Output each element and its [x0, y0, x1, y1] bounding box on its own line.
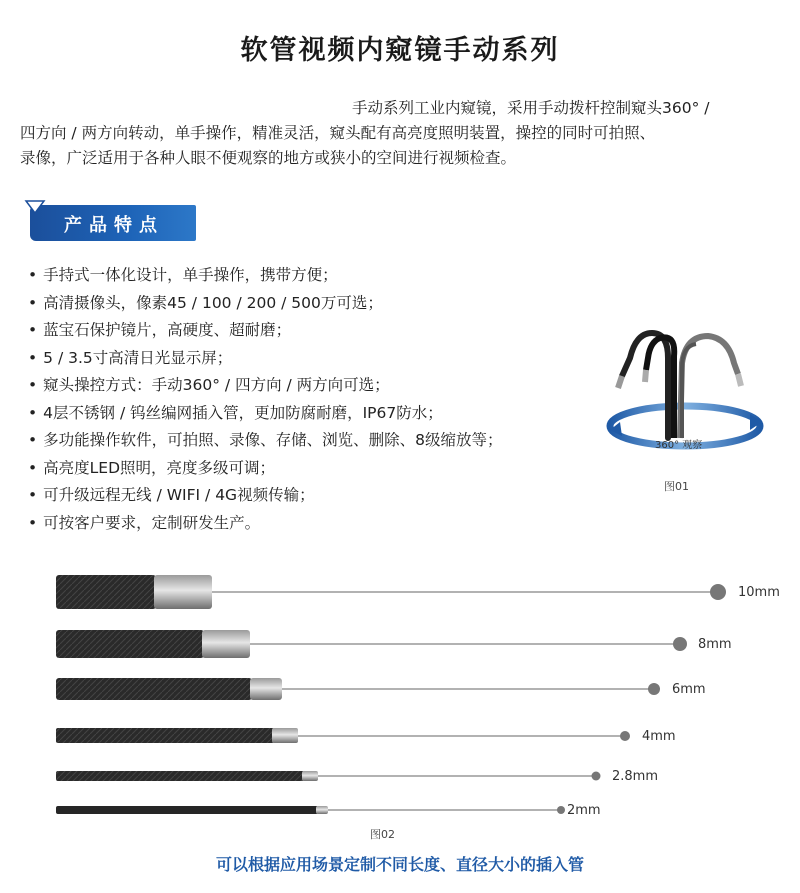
- feature-item: • 可升级远程无线 / WIFI / 4G视频传输；: [28, 482, 503, 510]
- feature-item: • 高清摄像头，像素45 / 100 / 200 / 500万可选；: [28, 290, 503, 318]
- tube-size-label: 2.8mm: [612, 769, 659, 784]
- corner-arrow-icon: [24, 199, 46, 221]
- section-title: 产品特点: [64, 215, 164, 236]
- intro-line: 录像，广泛适用于各种人眼不便观察的地方或狭小的空间进行视频检查。: [20, 149, 517, 167]
- page-title: 软管视频内窥镜手动系列: [240, 35, 560, 66]
- feature-list: [28, 262, 503, 537]
- section-header-product-features: [30, 205, 196, 241]
- tube-2mm: [56, 806, 565, 814]
- feature-item: • 手持式一体化设计，单手操作，携带方便；: [28, 262, 503, 290]
- customization-note: 可以根据应用场景定制不同长度、直径大小的插入管: [215, 855, 584, 874]
- tube-size-label: 2mm: [567, 803, 601, 818]
- figure-02-caption: 图02: [370, 828, 395, 841]
- feature-item: • 蓝宝石保护镜片，高硬度、超耐磨；: [28, 317, 503, 345]
- figure-360-probe-image: [600, 318, 770, 478]
- intro-line: 手动系列工业内窥镜，采用手动拨杆控制窥头360° /: [352, 99, 710, 117]
- figure-01-caption: 图01: [664, 480, 689, 493]
- feature-item: • 可按客户要求，定制研发生产。: [28, 510, 503, 538]
- tube-6mm: [56, 678, 660, 700]
- tube-2-8mm: [56, 771, 601, 781]
- tube-4mm: [56, 728, 630, 743]
- tube-size-label: 4mm: [642, 729, 676, 744]
- intro-paragraph: [20, 96, 790, 171]
- tube-10mm: [56, 575, 726, 609]
- feature-item: • 高亮度LED照明，亮度多级可调；: [28, 455, 503, 483]
- feature-item: • 窥头操控方式：手动360° / 四方向 / 两方向可选；: [28, 372, 503, 400]
- feature-item: • 4层不锈钢 / 钨丝编网插入管，更加防腐耐磨，IP67防水；: [28, 400, 503, 428]
- tube-size-label: 8mm: [698, 637, 732, 652]
- figure-360-label: 360° 观察: [655, 440, 703, 451]
- tube-size-label: 6mm: [672, 682, 706, 697]
- feature-item: • 5 / 3.5寸高清日光显示屏；: [28, 345, 503, 373]
- tube-8mm: [56, 630, 687, 658]
- feature-item: • 多功能操作软件，可拍照、录像、存储、浏览、删除、8级缩放等；: [28, 427, 503, 455]
- intro-line: 四方向 / 两方向转动，单手操作，精准灵活，窥头配有高亮度照明装置，操控的同时可拍照、: [20, 124, 656, 142]
- tube-size-label: 10mm: [738, 585, 780, 600]
